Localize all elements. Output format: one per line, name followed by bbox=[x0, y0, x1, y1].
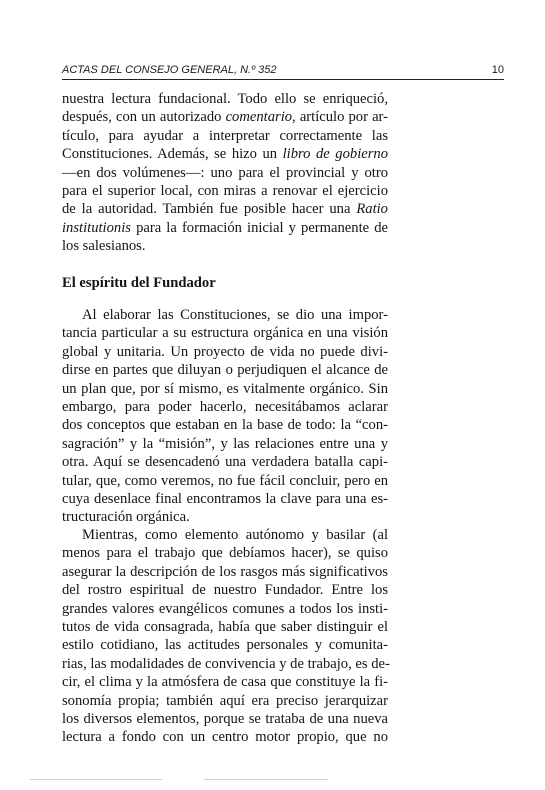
text-line: otra. Aquí se desencadenó una verdadera batalla capi- bbox=[62, 454, 388, 471]
text-line: asegurar la descripción de los rasgos más significativos bbox=[62, 563, 388, 580]
text-run: de la autoridad. También fue posible hacer una bbox=[62, 201, 351, 218]
text-run: Constituciones. Además, se hizo un bbox=[62, 146, 278, 163]
italic-term: comentario, bbox=[225, 109, 296, 126]
text-line: dos conceptos que estaban en la base de todo: la “con- bbox=[62, 417, 388, 434]
text-line: embargo, para poder hacerlo, necesitábamos aclarar bbox=[62, 398, 388, 415]
text-run: después, con un autorizado bbox=[62, 109, 222, 126]
header-rule bbox=[62, 79, 504, 80]
footer-rule bbox=[204, 779, 328, 780]
text-line: tular, que, como veremos, no fue fácil concluir, pero en bbox=[62, 472, 388, 489]
text-line: —en dos volúmenes—: uno para el provincial y otro bbox=[62, 164, 388, 181]
page-number: 10 bbox=[491, 64, 504, 76]
text-line: lectura a fondo con un centro motor propio, que no bbox=[62, 729, 388, 746]
text-line bbox=[62, 108, 388, 126]
text-line: tancia particular a su estructura orgánica en una visión bbox=[62, 325, 388, 342]
italic-term: libro de gobierno bbox=[282, 146, 389, 163]
text-line: los salesianos. bbox=[62, 238, 146, 255]
text-line bbox=[62, 145, 388, 163]
text-line bbox=[62, 200, 388, 218]
text-line: un plan que, por sí mismo, es vitalmente orgánico. Sin bbox=[62, 380, 388, 397]
text-line: Al elaborar las Constituciones, se dio una impor- bbox=[82, 307, 388, 323]
text-run: para la formación inicial y permanente de bbox=[136, 219, 388, 236]
footer-rule bbox=[30, 779, 162, 780]
section-heading: El espíritu del Fundador bbox=[62, 275, 216, 291]
text-line: los diversos elementos, porque se trataba de una nueva bbox=[62, 710, 388, 727]
publication-title: ACTAS DEL CONSEJO GENERAL, N.º 352 bbox=[62, 64, 277, 76]
text-line: sagración” y la “misión”, y las relaciones entre una y bbox=[62, 435, 388, 452]
text-line: tículo, para ayudar a interpretar correctamente las bbox=[62, 127, 388, 144]
paragraph-continued bbox=[62, 90, 388, 256]
paragraph bbox=[62, 306, 388, 527]
text-line: del rostro espiritual de nuestro Fundador. Entre los bbox=[62, 582, 388, 599]
paragraph bbox=[62, 526, 388, 747]
text-line: cuya desenlace final encontramos la clave para una es- bbox=[62, 490, 388, 507]
text-line: menos para el trabajo que debíamos hacer), se quiso bbox=[62, 545, 388, 562]
text-line: global y unitaria. Un proyecto de vida no puede divi- bbox=[62, 343, 388, 360]
text-line: nuestra lectura fundacional. Todo ello se enriqueció, bbox=[62, 91, 388, 107]
text-line: grandes valores evangélicos comunes a todos los insti- bbox=[62, 600, 388, 617]
text-line: Mientras, como elemento autónomo y basilar (al bbox=[82, 527, 388, 543]
text-line: para el superior local, con miras a renovar el ejercicio bbox=[62, 182, 388, 199]
text-line: tructuración orgánica. bbox=[62, 509, 190, 526]
running-header bbox=[62, 63, 504, 79]
text-line bbox=[62, 219, 388, 237]
text-line: estilo cotidiano, las actitudes personales y comunita- bbox=[62, 637, 388, 654]
text-line: dirse en partes que diluyan o perjudiquen el alcance de bbox=[62, 362, 388, 379]
text-line: sonomía propia; también aquí era preciso jerarquizar bbox=[62, 692, 388, 709]
text-line: rias, las modalidades de convivencia y de trabajo, es de- bbox=[62, 655, 390, 672]
text-line: cir, el clima y la atmósfera de casa que constituye la fi- bbox=[62, 674, 388, 691]
text-line: tutos de vida consagrada, había que saber distinguir el bbox=[62, 618, 388, 635]
italic-term: institutionis bbox=[62, 219, 131, 236]
text-run: artículo por ar- bbox=[299, 109, 388, 126]
italic-term: Ratio bbox=[356, 201, 388, 218]
